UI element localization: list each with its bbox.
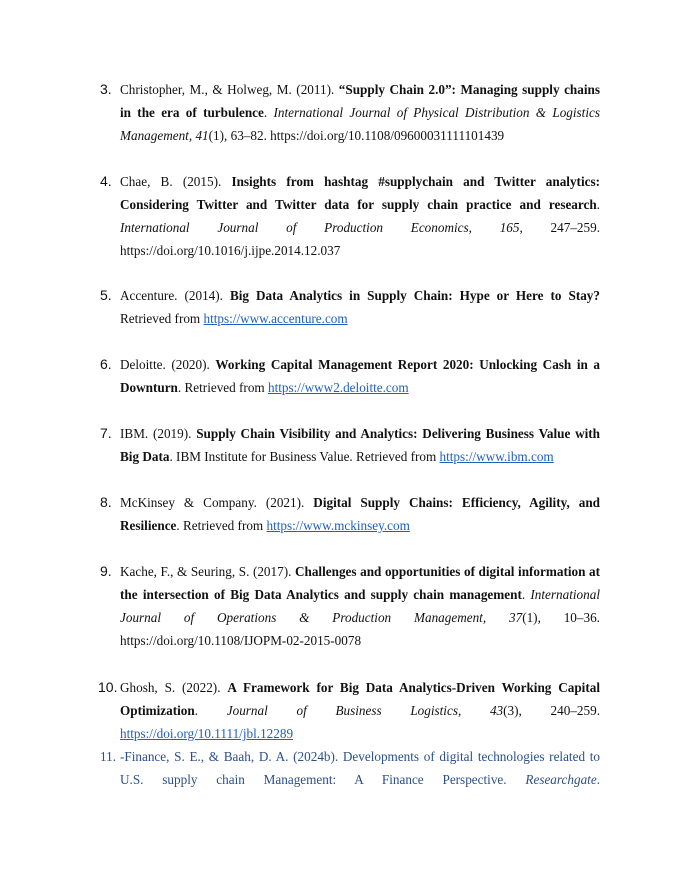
- reference-number: 8.: [100, 494, 112, 510]
- reference-number: 10.: [98, 679, 118, 695]
- reference-title: Challenges and opportunities of digital information at the intersection of Big Data Analytics and supply chain management: [120, 564, 601, 602]
- reference-number: 4.: [100, 173, 112, 189]
- reference-number: 9.: [100, 563, 112, 579]
- reference-text: -Finance, S. E., & Baah, D. A. (2024b). Developments of digital technologies related to U.S. supply chain Management: A Finance Perspective. Researchgate.: [120, 749, 600, 787]
- reference-text: Christopher, M., & Holweg, M. (2011). “Supply Chain 2.0”: Managing supply chains in the era of turbulence. International Journal of Physical Distribution & Logistics Management, 41(1), 63–82. https://doi.org/10.1108/09600031111101439: [120, 82, 600, 143]
- reference-text: Deloitte. (2020). Working Capital Management Report 2020: Unlocking Cash in a Downturn. Retrieved from https://www2.deloitte.com: [120, 357, 601, 395]
- reference-journal: International Journal of Production Economics, 165: [120, 220, 520, 235]
- reference-title: “Supply Chain 2.0”: Managing supply chains in the era of turbulence: [120, 82, 600, 120]
- reference-text: McKinsey & Company. (2021). Digital Supply Chains: Efficiency, Agility, and Resilience. Retrieved from https://www.mckinsey.com: [120, 495, 601, 533]
- reference-number: 5.: [100, 287, 112, 303]
- reference-text: Kache, F., & Seuring, S. (2017). Challenges and opportunities of digital information at the intersection of Big Data Analytics and supply chain management. International Journal of Operations & Production Management, 37(1), 10–36. https://doi.org/10.1108/IJOPM-02-2015-0078: [120, 564, 601, 648]
- reference-number: 7.: [100, 425, 112, 441]
- reference-link[interactable]: https://www.accenture.com: [203, 311, 348, 326]
- reference-journal: Journal of Business Logistics, 43: [226, 703, 504, 718]
- reference-number: 3.: [100, 81, 112, 97]
- reference-link[interactable]: https://doi.org/10.1111/jbl.12289: [120, 726, 294, 741]
- reference-link[interactable]: https://www.mckinsey.com: [266, 518, 410, 533]
- reference-journal: International Journal of Operations & Production Management, 37: [120, 587, 600, 625]
- reference-journal: International Journal of Physical Distribution & Logistics Management, 41: [120, 105, 600, 143]
- reference-title: Digital Supply Chains: Efficiency, Agility, and Resilience: [120, 495, 601, 533]
- reference-text: Accenture. (2014). Big Data Analytics in Supply Chain: Hype or Here to Stay? Retrieved from https://www.accenture.com: [120, 288, 600, 326]
- reference-text: Ghosh, S. (2022). A Framework for Big Data Analytics-Driven Working Capital Optimization. Journal of Business Logistics, 43(3), 240–259. https://doi.org/10.1111/jbl.12289: [120, 680, 600, 741]
- reference-title: A Framework for Big Data Analytics-Driven Working Capital Optimization: [120, 680, 600, 718]
- reference-text: IBM. (2019). Supply Chain Visibility and Analytics: Delivering Business Value with Big Data. IBM Institute for Business Value. Retrieved from https://www.ibm.com: [120, 426, 600, 464]
- reference-link[interactable]: https://www2.deloitte.com: [267, 380, 409, 395]
- reference-number: 6.: [100, 356, 112, 372]
- reference-text: Chae, B. (2015). Insights from hashtag #supplychain and Twitter analytics: Considering Twitter and Twitter data for supply chain practice and research. International Journal of Production Economics, 165, 247–259. https://doi.org/10.1016/j.ijpe.2014.12.037: [120, 174, 600, 258]
- reference-link[interactable]: https://www.ibm.com: [439, 449, 554, 464]
- reference-title: Working Capital Management Report 2020: Unlocking Cash in a Downturn: [120, 357, 601, 395]
- reference-number: 11.: [100, 749, 116, 764]
- reference-journal: Researchgate: [525, 772, 597, 787]
- reference-title: Big Data Analytics in Supply Chain: Hype or Here to Stay?: [229, 288, 600, 303]
- reference-title: Supply Chain Visibility and Analytics: Delivering Business Value with Big Data: [120, 426, 600, 464]
- reference-title: Insights from hashtag #supplychain and Twitter analytics: Considering Twitter and Twitter data for supply chain practice and research: [120, 174, 600, 212]
